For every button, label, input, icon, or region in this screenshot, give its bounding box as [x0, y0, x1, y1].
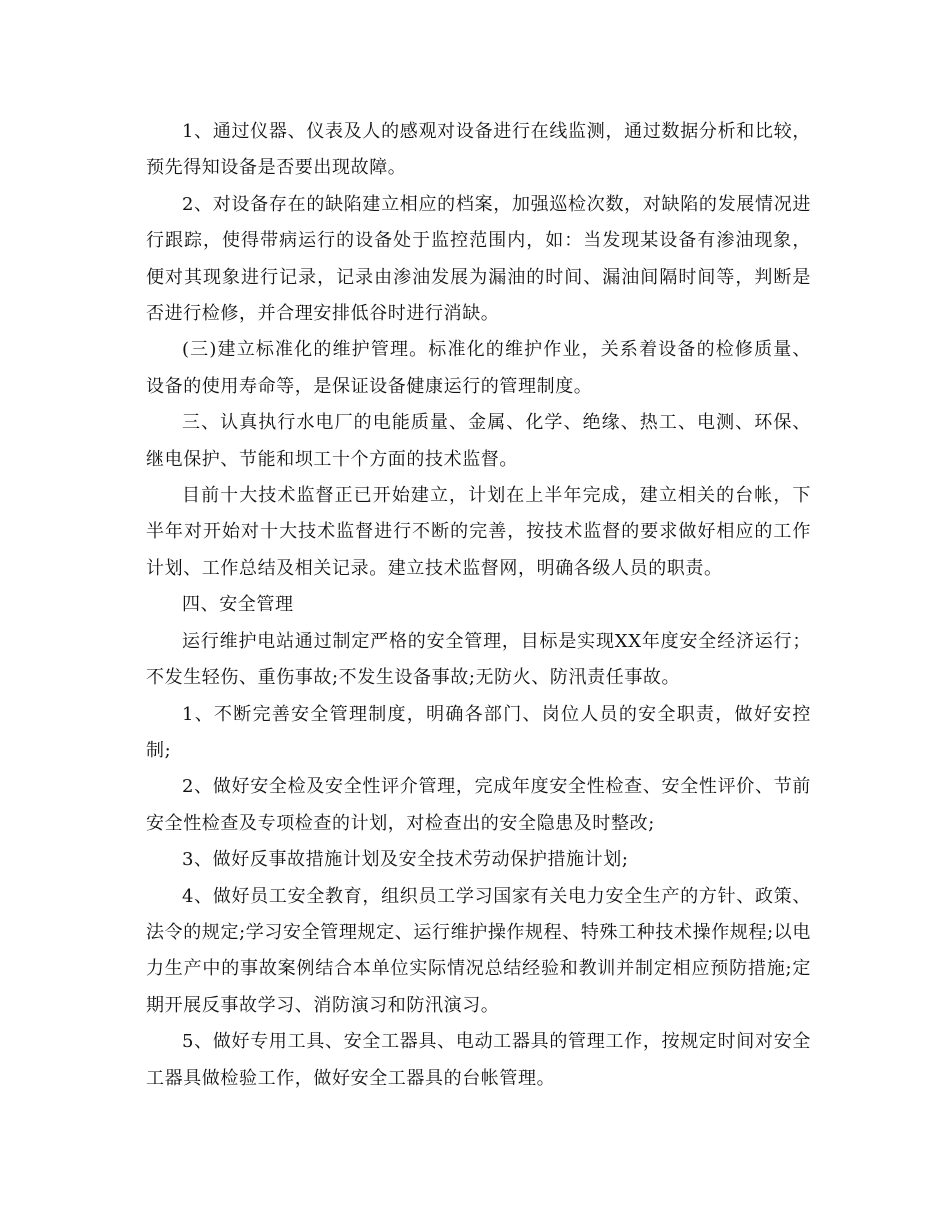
heading-safety-management: 四、安全管理 [182, 594, 294, 616]
paragraph-standardized-maintenance: (三)建立标准化的维护管理。标准化的维护作业，关系着设备的检修质量、设备的使用寿命等，是保证设备健康运行的管理制度。 [146, 339, 811, 397]
list-item-safety-evaluation: 2、做好安全检及安全性评介管理，完成年度安全性检查、安全性评价、节前安全性检查及专项检查的计划，对检查出的安全隐患及时整改; [146, 776, 811, 834]
paragraph-defect-records: 2、对设备存在的缺陷建立相应的档案，加强巡检次数，对缺陷的发展情况进行跟踪，使得带病运行的设备处于监控范围内，如：当发现某设备有渗油现象，便对其现象进行记录，记录由渗油发展为漏油的时间、漏油间隔时间等，判断是否进行检修，并合理安排低谷时进行消缺。 [146, 193, 811, 325]
heading-technical-supervision: 三、认真执行水电厂的电能质量、金属、化学、绝缘、热工、电测、环保、继电保护、节能和坝工十个方面的技术监督。 [146, 412, 811, 470]
paragraph-safety-goal: 运行维护电站通过制定严格的安全管理，目标是实现XX年度安全经济运行；不发生轻伤、重伤事故;不发生设备事故;无防火、防汛责任事故。 [146, 630, 811, 689]
list-item-safety-system: 1、不断完善安全管理制度，明确各部门、岗位人员的安全职责，做好安控制; [146, 703, 811, 761]
paragraph-supervision-plan: 目前十大技术监督正已开始建立，计划在上半年完成，建立相关的台帐，下半年对开始对十大技术监督进行不断的完善，按技术监督的要求做好相应的工作计划、工作总结及相关记录。建立技术监督网，明确各级人员的职责。 [146, 485, 811, 579]
list-item-safety-education: 4、做好员工安全教育，组织员工学习国家有关电力安全生产的方针、政策、法令的规定;学习安全管理规定、运行维护操作规程、特殊工种技术操作规程;以电力生产中的事故案例结合本单位实际情况总结经验和教训并制定相应预防措施;定期开展反事故学习、消防演习和防汛演习。 [146, 885, 811, 1016]
list-item-tool-management: 5、做好专用工具、安全工器具、电动工器具的管理工作，按规定时间对安全工器具做检验工作，做好安全工器具的台帐管理。 [146, 1031, 811, 1089]
document-body [146, 114, 811, 1097]
list-item-anti-accident-plan: 3、做好反事故措施计划及安全技术劳动保护措施计划; [182, 849, 629, 871]
paragraph-equipment-monitoring: 1、通过仪器、仪表及人的感观对设备进行在线监测，通过数据分析和比较，预先得知设备是否要出现故障。 [146, 121, 811, 179]
